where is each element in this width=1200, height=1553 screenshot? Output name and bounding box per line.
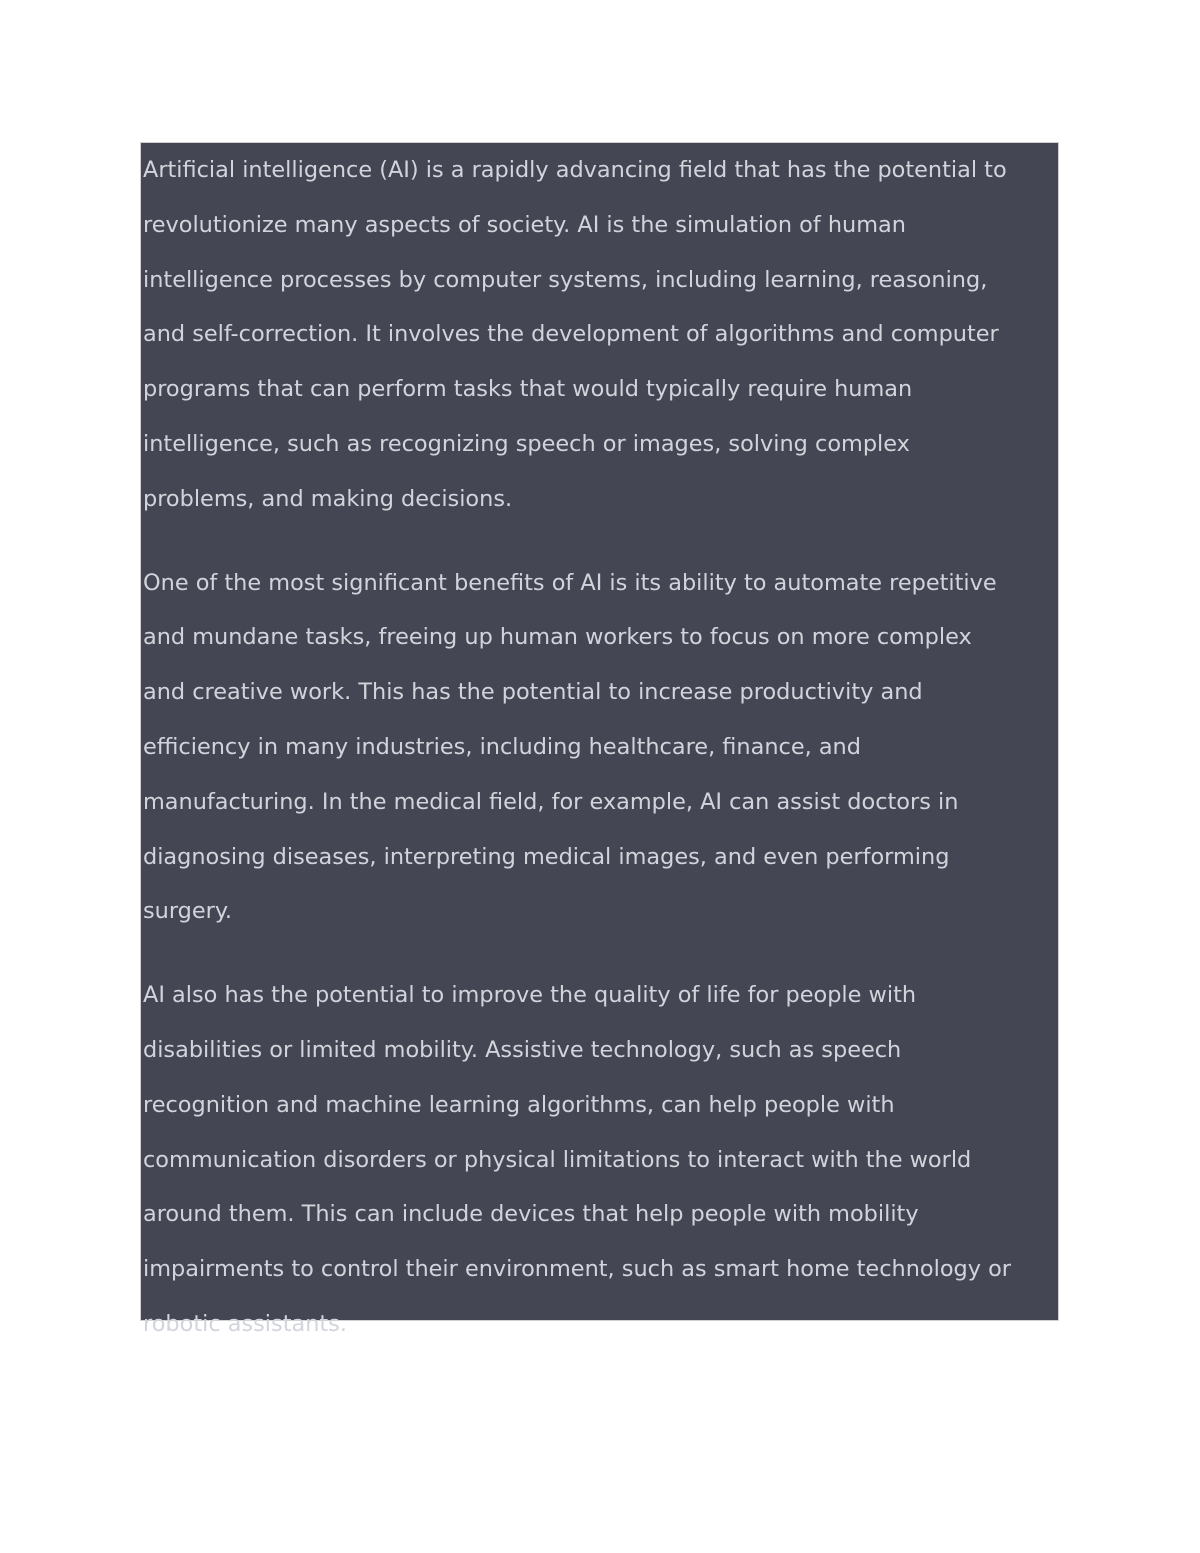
- text-line: communication disorders or physical limitations to interact with the world: [143, 1146, 972, 1173]
- text-line: programs that can perform tasks that would typically require human: [143, 376, 913, 403]
- text-line: surgery.: [143, 898, 233, 925]
- paragraph-ai-benefits: [143, 556, 1058, 940]
- text-line: around them. This can include devices that help people with mobility: [143, 1201, 919, 1228]
- text-line: impairments to control their environment, such as smart home technology or: [143, 1256, 1012, 1283]
- paragraph-ai-accessibility: [143, 968, 1058, 1352]
- text-line: One of the most significant benefits of AI is its ability to automate repetitive: [143, 569, 997, 596]
- text-line: Artificial intelligence (AI) is a rapidly advancing field that has the potential to: [143, 157, 1007, 183]
- text-line: and self-correction. It involves the development of algorithms and computer: [143, 321, 999, 348]
- text-line: AI also has the potential to improve the quality of life for people with: [143, 982, 917, 1009]
- text-line: recognition and machine learning algorithms, can help people with: [143, 1091, 895, 1118]
- text-line: intelligence processes by computer systems, including learning, reasoning,: [143, 266, 988, 293]
- text-line: manufacturing. In the medical field, for example, AI can assist doctors in: [143, 788, 959, 815]
- text-line: and creative work. This has the potential to increase productivity and: [143, 679, 923, 706]
- text-line: diagnosing diseases, interpreting medical images, and even performing: [143, 843, 950, 870]
- text-line: revolutionize many aspects of society. AI is the simulation of human: [143, 211, 906, 238]
- paragraph-ai-definition: [143, 143, 1058, 527]
- text-line: disabilities or limited mobility. Assistive technology, such as speech: [143, 1036, 902, 1063]
- highlighted-text-block: [140, 142, 1059, 1337]
- text-line: problems, and making decisions.: [143, 485, 513, 512]
- text-line: efficiency in many industries, including healthcare, finance, and: [143, 733, 861, 760]
- text-line: and mundane tasks, freeing up human workers to focus on more complex: [143, 624, 972, 651]
- text-line: intelligence, such as recognizing speech or images, solving complex: [143, 430, 910, 457]
- text-line: robotic assistants.: [143, 1310, 347, 1337]
